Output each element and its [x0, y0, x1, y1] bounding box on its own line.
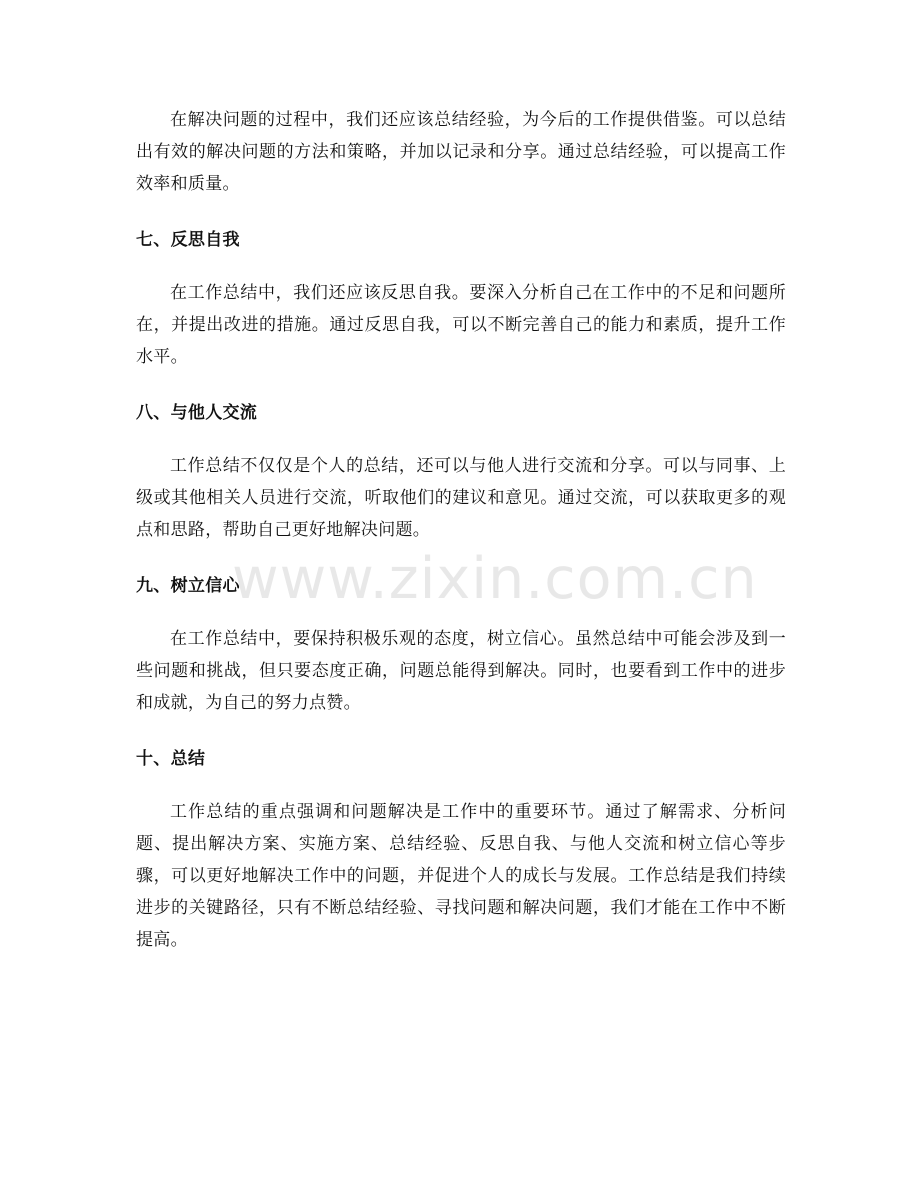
paragraph-summarize-experience: 在解决问题的过程中，我们还应该总结经验，为今后的工作提供借鉴。可以总结出有效的解决问题的方法和策略，并加以记录和分享。通过总结经验，可以提高工作效率和质量。	[136, 110, 786, 194]
section-heading-self-reflection: 七、反思自我	[136, 230, 240, 250]
section-heading-summary: 十、总结	[136, 749, 206, 769]
site-watermark: www.zixin.com.cn	[232, 546, 758, 612]
paragraph-self-reflection: 在工作总结中，我们还应该反思自我。要深入分析自己在工作中的不足和问题所在，并提出改进的措施。通过反思自我，可以不断完善自己的能力和素质，提升工作水平。	[136, 283, 786, 367]
document-body	[136, 104, 786, 956]
section-heading-communicate-with-others: 八、与他人交流	[136, 403, 258, 423]
paragraph-summary: 工作总结的重点强调和问题解决是工作中的重要环节。通过了解需求、分析问题、提出解决方案、实施方案、总结经验、反思自我、与他人交流和树立信心等步骤，可以更好地解决工作中的问题，并促进个人的成长与发展。工作总结是我们持续进步的关键路径，只有不断总结经验、寻找问题和解决问题，我们才能在工作中不断提高。	[136, 802, 786, 950]
paragraph-communicate-with-others: 工作总结不仅仅是个人的总结，还可以与他人进行交流和分享。可以与同事、上级或其他相关人员进行交流，听取他们的建议和意见。通过交流，可以获取更多的观点和思路，帮助自己更好地解决问题。	[136, 456, 786, 540]
paragraph-build-confidence: 在工作总结中，要保持积极乐观的态度，树立信心。虽然总结中可能会涉及到一些问题和挑战，但只要态度正确，问题总能得到解决。同时，也要看到工作中的进步和成就，为自己的努力点赞。	[136, 629, 786, 713]
section-heading-build-confidence: 九、树立信心	[136, 576, 240, 596]
